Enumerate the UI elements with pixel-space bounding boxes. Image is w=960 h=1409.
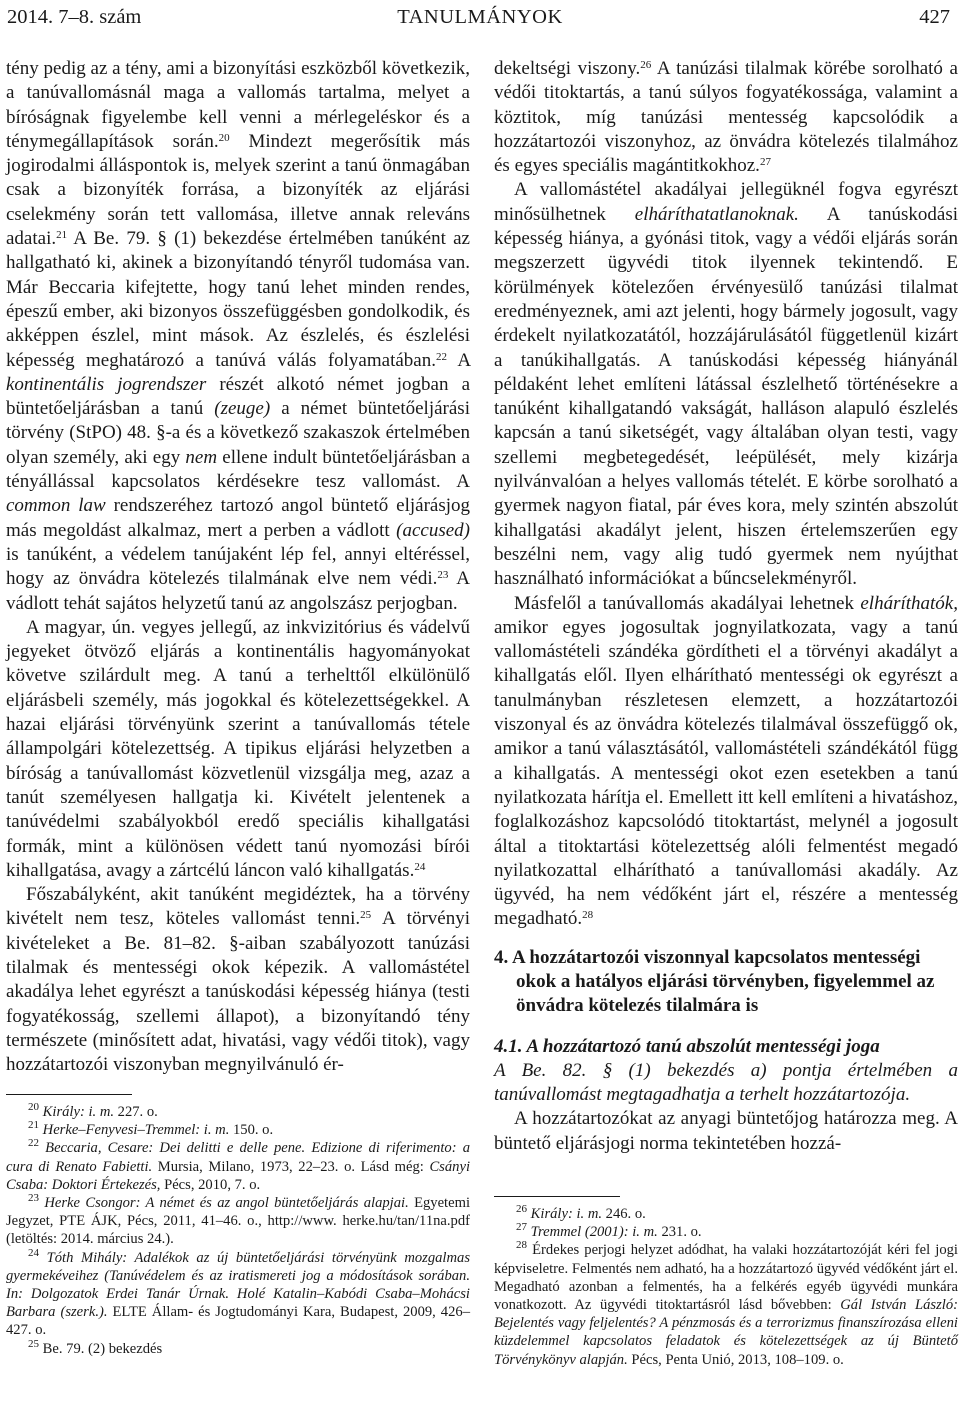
lead-paragraph: A Be. 82. § (1) bekezdés a) pontja értelmében a tanúvallomást megtagadhatja a terhelt hozzátartozója. <box>494 1059 958 1106</box>
footnote-ref[interactable]: 25 <box>360 909 372 922</box>
paragraph: Főszabályként, akit tanúként megidéztek, ha a törvény kivételt nem tesz, köteles vallomást tenni.$^{25}$ A törvényi kivételeket a Be. 81–82. §-aiban szabályozott tanúzási tilalmak és mentességi okok képezik. A vallomástétel akadálya lehet egyrészt a tanúskodási képesség hiánya (testi fogyatékosság, szellemi állapot), a bizonyítandó tény természete (minősített adat, hivatási, vagy védői titok), vagy hozzátartozói viszonyban megnyilvánuló ér- <box>6 884 470 1076</box>
paragraph: A vallomástétel akadályai jellegüknél fogva egyrészt minősülhetnek elháríthatatlanoknak. A tanúskodási képesség hiánya, a gyónási titok, vagy a védői eljárás során megszerzett ügyvédi titok ilyennek tekintendő. E körülmények kötelezően érvényesülő tanúzási tilalmat eredményeznek, ami azt jelenti, hogy bármely jogosult, vagy érdekelt nyilatkozatától, hozzájárulásától függetlenül kizárt a tanúkihallgatás. A tanúskodási képesség hiányánál példaként lehet említeni látással észlelhető történésekre a tanúként kihallgatandó vakságát, halláson alapuló észlelés kapcsán a tanú siketségét, vagy általában olyan testi, vagy szellemi megbetegedését, leépülését, mely kizárja nyilvánvalóan a helyes vallomás tételét. E körbe sorolható a gyermek nagyon fiatal, pár éves kora, mely szintén abszolút kihallgatási akadályt jelent, hiszen értelemszerűen egy beszélni nem, vagy alig tudó gyermek nem nyújthat használható információkat a bűncselekményről. <box>494 179 958 590</box>
footnote-ref[interactable]: 20 <box>218 131 230 144</box>
footnote: $^{23}$ Herke Csongor: A német és az angol büntetőeljárás alapjai. Egyetemi Jegyzet, PTE ÁJK, Pécs, 2011, 41–46. o., http://www. herke.hu/tan/11na.pdf (letöltés: 2014. március 24.). <box>6 1192 470 1248</box>
footnote: $^{22}$ Beccaria, Cesare: Dei delitti e delle pene. Edizione di riferimento: a cura di Renato Fabietti. Mursia, Milano, 1973, 22–23. o. Lásd még: Csányi Csaba: Doktori Értekezés, Pécs, 2010, 7. o. <box>6 1137 470 1193</box>
footnote-ref[interactable]: 24 <box>414 860 426 873</box>
paragraph: A hozzátartozókat az anyagi büntetőjog határozza meg. A büntető eljárásjogi norma tekintetében hozzá- <box>494 1108 958 1154</box>
footnote: $^{25}$ Be. 79. (2) bekezdés <box>28 1337 163 1357</box>
footnote-divider <box>6 1094 132 1095</box>
subsection-heading: 4.1. A hozzátartozó tanú abszolút mentességi joga <box>494 1035 880 1057</box>
section-heading: 4. A hozzátartozói viszonnyal kapcsolatos mentességi okok a hatályos eljárási törvényben, figyelemmel az önvádra kötelezés tilalmára is <box>494 946 935 1017</box>
footnote-ref[interactable]: 22 <box>435 350 447 363</box>
footnote-ref[interactable]: 23 <box>437 569 449 582</box>
paragraph: Másfelől a tanúvallomás akadályai lehetnek elháríthatók, amikor egyes jogosultak jognyilatkozata, vagy a tanú vallomástételi szándéka gördítheti el a törvényi akadályt a kihallgatás elől. Ilyen elhárítható mentességi ok egyrészt a tanulmányban részletesen elemzett, a hozzátartozói viszonyal és az önvádra kötelezés tilalmával összefüggő ok, amikor a tanú választásától, vallomástételi szándékától függ a kihallgatás. A mentességi okot ezen esetekben a tanú nyilatkozata hárítja el. Emellett itt kell említeni a hivatáshoz, foglalkozáshoz kapcsolódó titoktartást, melynél a jogosult által a titoktartási kötelezettség alóli felmentést megadó nyilatkozattal elhárítható a tanúvallomási akadály. Az ügyvéd, ha nem védőként járt el, részére a mentesség megadható.$^{28}$ <box>494 592 958 930</box>
footnote: $^{26}$ Király: i. m. 246. o. <box>516 1203 646 1222</box>
running-header <box>0 0 960 34</box>
paragraph: A magyar, ún. vegyes jellegű, az inkvizitórius és vádelvű jegyeket ötvöző eljárás a kontinentális hagyományokat követve szilárdult meg. A tanú a terhelttől elkülönülő eljárásbeli személy, más jogokkal és kötelezettségekkel. A hazai eljárási törvényünk szerint a tanúvallomás tétele állampolgári kötelezettség. A tipikus eljárási helyzetben a bíróság a tanúvallomást közvetlenül vizsgálja meg, azaz a tanút személyesen hallgatja ki. Kivételt jelentenek a tanúvédelmi szabályokból eredő speciális kihallgatási formák, mint a különösen védett tanú nyomozási bírói kihallgatása, avagy a zártcélú láncon való kihallgatás.$^{24}$ <box>6 616 470 881</box>
paragraph: tény pedig az a tény, ami a bizonyítási eszközből következik, a tanúvallomásnál maga a vallomás tartalma, melyet a bíróságnak figyelembe kell venni a mérlegeléskor és a ténymegállapítások során.$^{20}$ Mindezt megerősítik más jogirodalmi álláspontok is, melyek szerint a tanú önmagában csak a bizonyíték forrása, a bizonyíték az eljárási cselekmény során tett vallomása, illetve annak releváns adatai.$^{21}$ A Be. 79. § (1) bekezdése értelmében tanúként az hallgatható ki, akinek a bizonyítandó tényről tudomása van. Már Beccaria kifejtette, hogy tanú lehet minden rendes, épeszű ember, aki bizonyos összefüggésben gondolkodik, és akképpen észlel, mint mások. Az észlelés, és észlelési képesség meghatározó a tanúvá válás folyamatában.$^{22}$ A kontinentális jogrendszer részét alkotó német jogban a büntetőeljárásban a tanú (zeuge) a német büntetőeljárási törvény (StPO) 48. §-a és a következő szakaszok értelmében olyan személy, aki egy nem ellene indult büntetőeljárásban a tényállással kapcsolatos kérdésekre tesz vallomást. A common law rendszeréhez tartozó angol büntető eljárásjog más megoldást alkalmaz, mert a perben a vádlott (accused) is tanúként, a védelem tanújaként lép fel, annyi eltéréssel, hogy az önvádra kötelezés tilalmának elve nem védi.$^{23}$ A vádlott tehát sajátos helyzetű tanú az angolszász perjogban. <box>6 58 471 614</box>
footnote: $^{24}$ Tóth Mihály: Adalékok az új büntetőeljárási törvényünk mozgalmas gyermekéveihez (Tanúvédelem és az iratismereti jog a módosítások sorában. In: Dolgozatok Erdei Tanár Úrnak. Holé Katalin–Kabódi Csaba–Mohácsi Barbara (szerk.). ELTE Állam- és Jogtudományi Kara, Budapest, 2009, 426–427. o. <box>6 1246 471 1339</box>
section-title: TANULMÁNYOK <box>397 6 563 28</box>
left-column <box>6 57 470 1077</box>
footnote: $^{28}$ Érdekes perjogi helyzet adódhat, ha valaki hozzátartozóját kéri fel jogi képviseletre. Felmentés nem adható, ha a hozzátartozó ügyvéd védőként járt el. Megadható azonban a felmentés, ha a felkérés egyéb ügyvédi munkára vonatkozott. Az ügyvédi titoktartásról lásd bővebben: Gál István László: Bejelentés vagy feljelentés? A pénzmosás és a terrorizmus finanszírozása elleni küzdelemmel kapcsolatos feladatok és kötelezettségek az új Büntető Törvénykönyv alapján. Pécs, Penta Unió, 2013, 108–109. o. <box>494 1239 958 1368</box>
footnote: $^{20}$ Király: i. m. 227. o. <box>28 1101 158 1120</box>
paragraph: dekeltségi viszony.$^{26}$ A tanúzási tilalmak körébe sorolható a védői titoktartás, a tanú súlyos fogyatékossága, valamint a köztitok, míg tanúzási mentesség kapcsolódik a hozzátartozói viszonyhoz, az önvádra kötelezés tilalmához és egyes speciális magántitkokhoz.$^{27}$ <box>494 58 958 177</box>
issue-label: 2014. 7–8. szám <box>7 6 142 28</box>
left-footnotes <box>6 1103 470 1358</box>
right-footnotes <box>494 1205 958 1369</box>
page-number: 427 <box>919 6 950 28</box>
footnote-ref[interactable]: 27 <box>759 156 771 169</box>
footnote-ref[interactable]: 21 <box>56 229 68 242</box>
footnote-divider <box>494 1196 620 1197</box>
footnote: $^{21}$ Herke–Fenyvesi–Tremmel: i. m. 150. o. <box>28 1119 274 1139</box>
footnote: $^{27}$ Tremmel (2001): i. m. 231. o. <box>516 1221 702 1241</box>
footnote-ref[interactable]: 28 <box>582 909 594 922</box>
right-column <box>494 57 958 1156</box>
footnote-ref[interactable]: 26 <box>640 59 652 71</box>
